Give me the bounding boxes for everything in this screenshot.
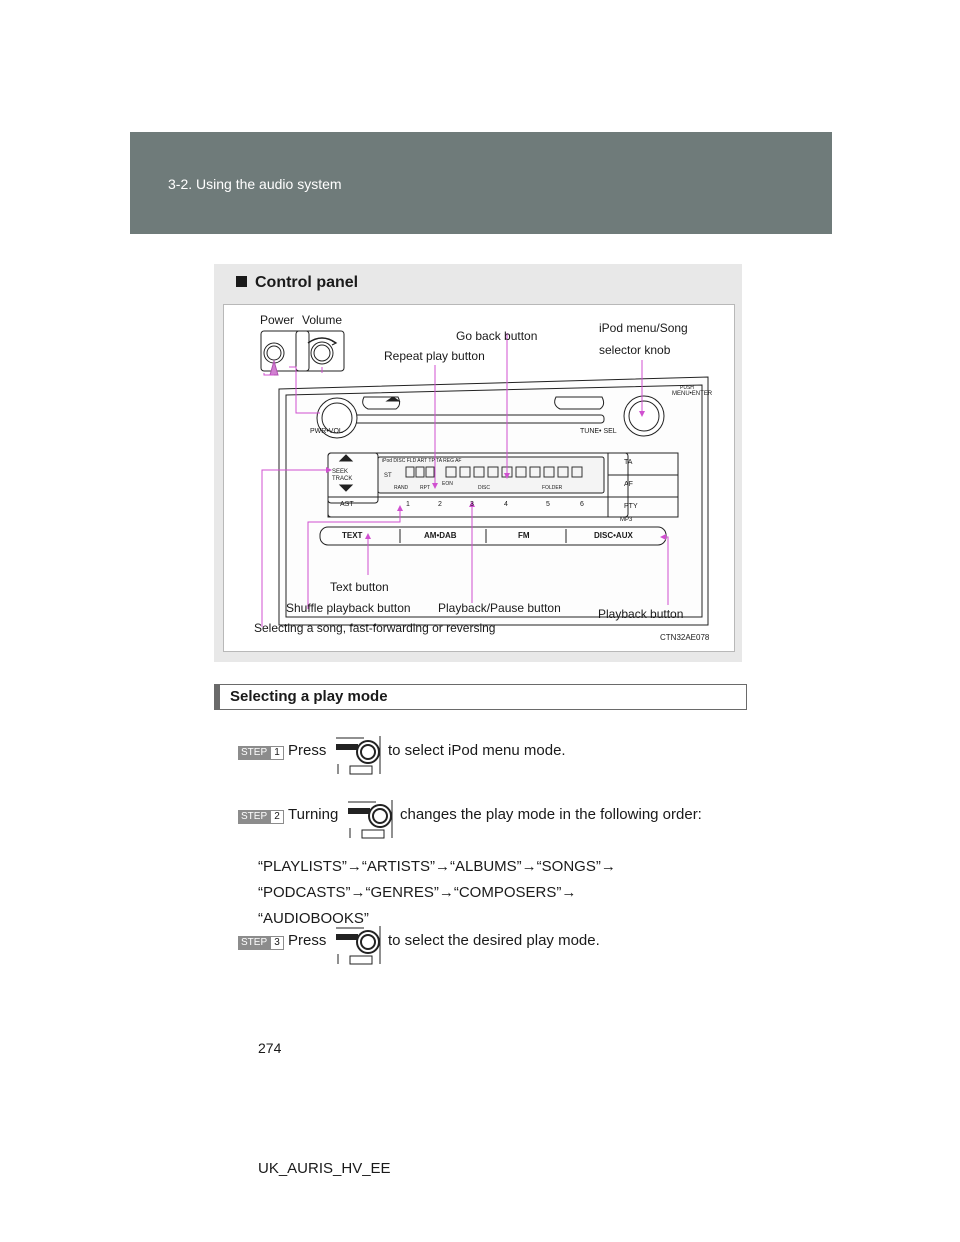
panel-menu-enter: MENU•ENTER — [672, 391, 713, 397]
label-power: Power — [260, 313, 295, 327]
step-badge: STEP 2 — [238, 810, 284, 824]
display-disc: DISC — [478, 485, 490, 491]
display-st: ST — [384, 473, 392, 479]
preset-4-button[interactable]: 4 — [504, 501, 508, 508]
step-text-after: to select the desired play mode. — [388, 932, 600, 949]
header-band — [130, 132, 832, 234]
step-3 — [238, 924, 758, 984]
figure-title: Control panel — [236, 274, 358, 292]
play-mode-sequence-line-1: “PLAYLISTS”→“ARTISTS”→“ALBUMS”→“SONGS”→ — [258, 858, 616, 875]
control-panel-figure — [214, 264, 742, 662]
preset-5-button[interactable]: 5 — [546, 501, 550, 508]
square-bullet-icon — [236, 276, 247, 287]
step-text-before: Press — [288, 742, 327, 759]
document-code: UK_AURIS_HV_EE — [258, 1160, 391, 1177]
label-go-back: Go back button — [456, 329, 538, 343]
section-title: 3-2. Using the audio system — [168, 176, 342, 192]
tune-sel-knob-icon — [334, 734, 382, 776]
play-mode-sequence-line-3: “AUDIOBOOKS” — [258, 910, 369, 927]
step-2 — [238, 798, 758, 858]
panel-pty-button[interactable]: PTY — [624, 503, 638, 510]
figure-inner — [223, 304, 735, 652]
panel-ta-button[interactable]: TA — [624, 459, 633, 466]
label-play-pause: Playback/Pause button — [438, 601, 561, 615]
panel-mp3-badge: MP3 — [620, 517, 633, 523]
label-repeat: Repeat play button — [384, 349, 485, 363]
step-1 — [238, 734, 758, 794]
label-seek: Selecting a song, fast-forwarding or reversing — [254, 621, 496, 635]
panel-af-button[interactable]: AF — [624, 481, 633, 488]
panel-tune-sel: TUNE• SEL — [580, 428, 617, 435]
preset-6-button[interactable]: 6 — [580, 501, 584, 508]
panel-pwr-vol: PWR•VOL — [310, 428, 343, 435]
panel-ast-button[interactable]: AST — [340, 501, 354, 508]
step-badge: STEP 3 — [238, 936, 284, 950]
display-rand: RAND — [394, 485, 409, 491]
label-shuffle: Shuffle playback button — [286, 601, 411, 615]
panel-track: TRACK — [332, 476, 353, 482]
figure-code: CTN32AE078 — [660, 633, 710, 642]
page-number: 274 — [258, 1040, 282, 1056]
fm-button[interactable]: FM — [518, 531, 530, 540]
display-indicators: iPod DISC FLD ART TP TA REG AF — [382, 458, 462, 464]
step-text-before: Turning — [288, 806, 339, 823]
step-badge: STEP 1 — [238, 746, 284, 760]
disc-aux-button[interactable]: DISC•AUX — [594, 531, 633, 540]
panel-seek: SEEK — [332, 469, 349, 475]
text-button[interactable]: TEXT — [342, 531, 363, 540]
label-playback: Playback button — [598, 607, 684, 621]
label-volume: Volume — [302, 313, 343, 327]
step-text-after: changes the play mode in the following order: — [400, 806, 702, 823]
preset-1-button[interactable]: 1 — [406, 501, 410, 508]
label-ipod-menu-2: selector knob — [599, 343, 671, 357]
tune-sel-knob-icon — [346, 798, 394, 840]
step-text-after: to select iPod menu mode. — [388, 742, 566, 759]
display-rpt: RPT — [420, 485, 430, 491]
tune-sel-knob-icon — [334, 924, 382, 966]
preset-3-button[interactable]: 3 — [470, 501, 474, 508]
step-text-before: Press — [288, 932, 327, 949]
label-text-button: Text button — [330, 580, 389, 594]
label-ipod-menu: iPod menu/Song — [599, 321, 688, 335]
preset-2-button[interactable]: 2 — [438, 501, 442, 508]
am-dab-button[interactable]: AM•DAB — [424, 531, 457, 540]
section-heading: Selecting a play mode — [214, 684, 747, 710]
play-mode-sequence-line-2: “PODCASTS”→“GENRES”→“COMPOSERS”→ — [258, 884, 577, 901]
display-folder: FOLDER — [542, 485, 563, 491]
panel-push: PUSH — [680, 385, 694, 391]
display-eon: EON — [442, 481, 453, 487]
